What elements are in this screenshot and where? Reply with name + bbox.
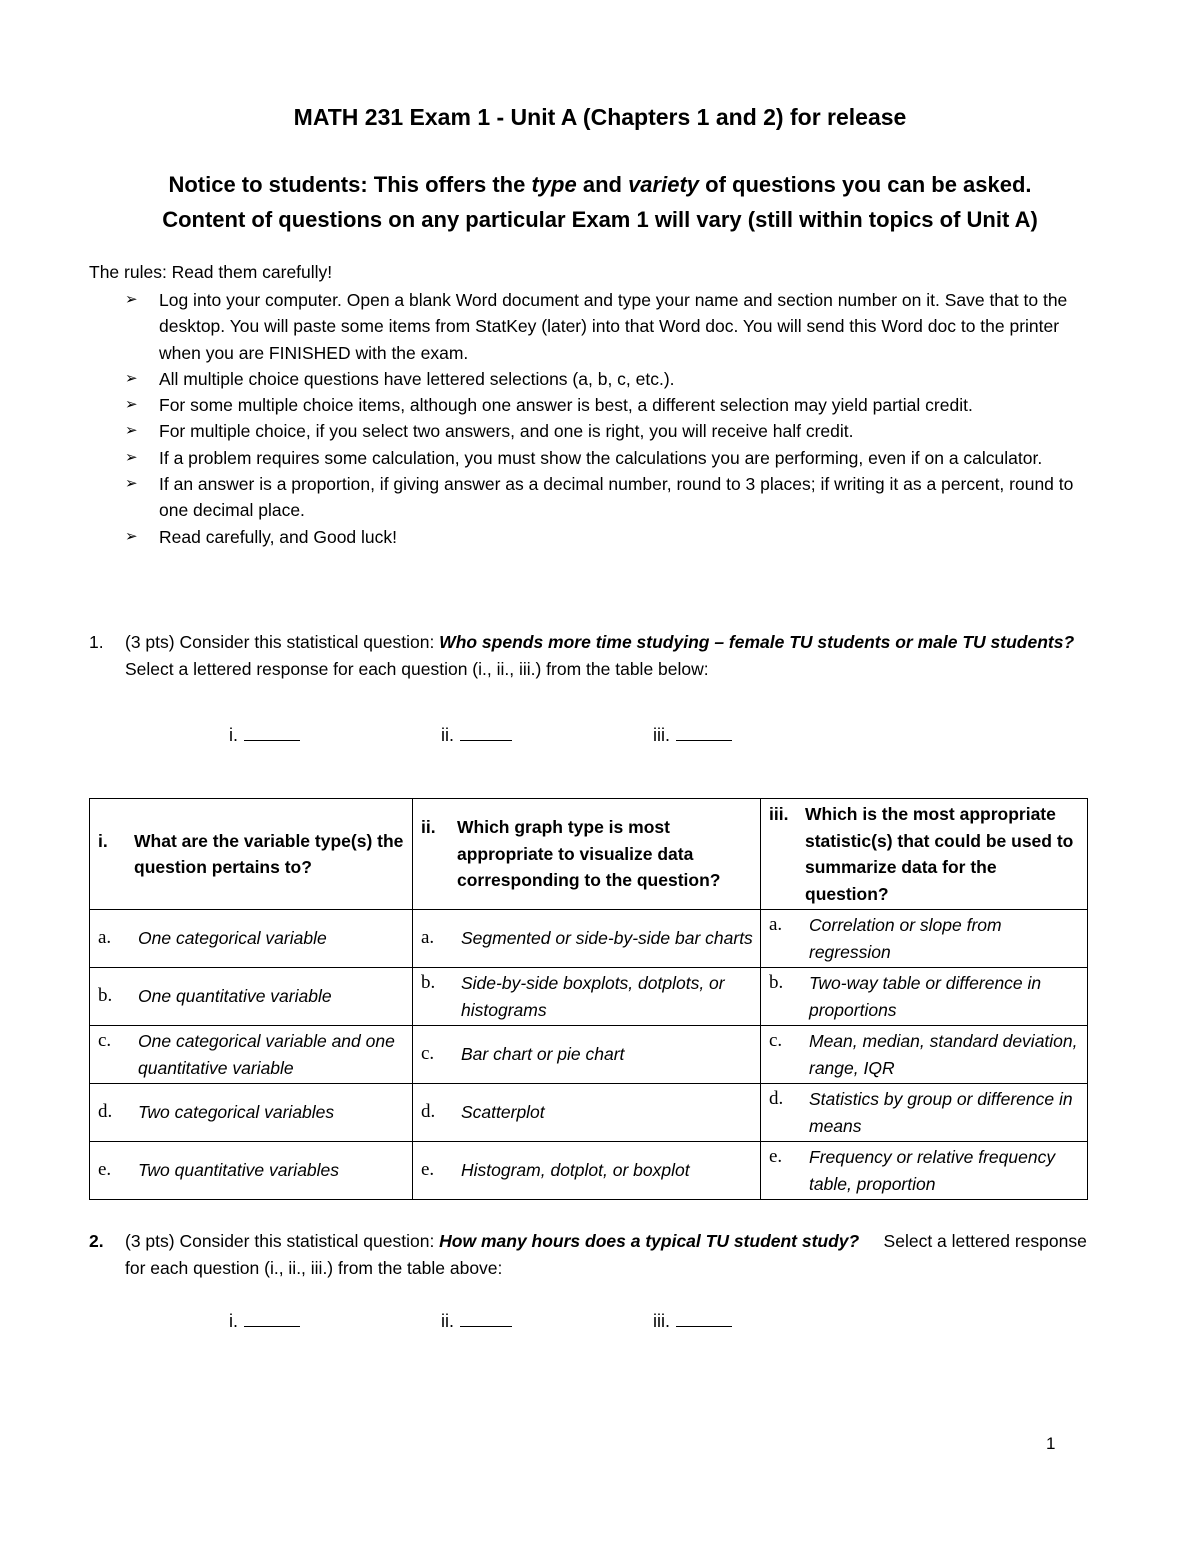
choice-text: Correlation or slope from regression [809, 915, 1002, 962]
header-label: iii. [769, 804, 789, 824]
header-text: Which is the most appropriate statistic(s) that could be used to summarize data for the question? [805, 804, 1074, 904]
arrow-bullet-icon: ➢ [125, 369, 138, 387]
choice-letter: b. [421, 972, 436, 993]
table-header-cell [413, 799, 761, 910]
rule-text: Read carefully, and Good luck! [159, 526, 398, 547]
rule-item [125, 366, 1095, 392]
question-1-suffix: Select a lettered response for each question (i., ii., iii.) from the table below: [125, 659, 709, 679]
table-cell [413, 910, 761, 968]
rule-text: If an answer is a proportion, if giving answer as a decimal number, round to 3 places; if writing it as a percent, round to one decimal place. [159, 474, 1074, 521]
arrow-bullet-icon: ➢ [125, 527, 138, 545]
blank-line[interactable] [244, 1310, 300, 1327]
choice-text: Statistics by group or difference in means [809, 1089, 1073, 1136]
question-1-statistical-question: Who spends more time studying – female TU students or male TU students? [439, 632, 1075, 652]
blank-label: i. [229, 725, 238, 745]
table-header-row [90, 799, 1088, 910]
answer-blank-i[interactable] [229, 724, 300, 746]
choice-letter: c. [421, 1043, 435, 1065]
table-cell [90, 1026, 413, 1084]
rule-item [125, 445, 1095, 471]
blank-line[interactable] [244, 724, 300, 741]
answer-blank-ii[interactable] [441, 724, 512, 746]
choice-text: Two quantitative variables [138, 1160, 340, 1181]
notice-mid: and [576, 172, 629, 197]
table-cell [90, 910, 413, 968]
notice-line-1 [0, 172, 1200, 198]
table-cell [761, 1142, 1088, 1200]
blank-line[interactable] [460, 724, 512, 741]
table-cell [413, 1084, 761, 1142]
notice-type-word: type [531, 172, 577, 197]
table-cell [761, 968, 1088, 1026]
table-header-cell [761, 799, 1088, 910]
choice-letter: e. [98, 1159, 112, 1181]
choice-letter: d. [421, 1101, 436, 1123]
choice-letter: c. [98, 1030, 112, 1051]
choice-text: Segmented or side-by-side bar charts [461, 928, 753, 949]
question-1-number: 1. [89, 632, 104, 652]
rule-text: For some multiple choice items, although one answer is best, a different selection may yield partial credit. [159, 395, 973, 416]
table-row [90, 1026, 1088, 1084]
rule-item [125, 418, 1095, 444]
choice-text: Frequency or relative frequency table, proportion [809, 1147, 1056, 1194]
blank-line[interactable] [460, 1310, 512, 1327]
table-row [90, 1084, 1088, 1142]
blank-label: ii. [441, 1311, 454, 1331]
table-row [90, 968, 1088, 1026]
question-2-number: 2. [89, 1231, 104, 1251]
table-row [90, 1142, 1088, 1200]
answer-blank-i[interactable] [229, 1310, 300, 1332]
choice-letter: b. [98, 985, 113, 1007]
table-cell [90, 1142, 413, 1200]
table-cell [761, 1084, 1088, 1142]
rules-list [125, 287, 1095, 550]
choice-text: One categorical variable [138, 928, 327, 949]
arrow-bullet-icon: ➢ [125, 475, 138, 493]
choice-letter: e. [421, 1159, 435, 1181]
question-2 [89, 1228, 1092, 1282]
rules-heading: The rules: Read them carefully! [89, 262, 333, 282]
arrow-bullet-icon: ➢ [125, 448, 138, 466]
choice-text: Two categorical variables [138, 1102, 335, 1123]
table-row [90, 910, 1088, 968]
blank-label: iii. [653, 725, 670, 745]
rule-text: Log into your computer. Open a blank Word document and type your name and section number on it. Save that to the desktop. You will paste some items from StatKey (later) into that Word doc. You will send this Word doc to the printer when you are FINISHED with the exam. [159, 290, 1068, 363]
choice-letter: c. [769, 1030, 783, 1051]
answer-blank-iii[interactable] [653, 1310, 732, 1332]
table-header-cell [90, 799, 413, 910]
answer-blank-ii[interactable] [441, 1310, 512, 1332]
blank-label: i. [229, 1311, 238, 1331]
blank-line[interactable] [676, 724, 732, 741]
arrow-bullet-icon: ➢ [125, 396, 138, 414]
arrow-bullet-icon: ➢ [125, 422, 138, 440]
table-cell [413, 1026, 761, 1084]
rule-item [125, 471, 1095, 524]
table-cell [761, 1026, 1088, 1084]
table-cell [761, 910, 1088, 968]
rule-text: For multiple choice, if you select two answers, and one is right, you will receive half credit. [159, 421, 854, 442]
choice-letter: a. [98, 927, 112, 949]
header-text: What are the variable type(s) the question pertains to? [134, 830, 404, 877]
choice-letter: d. [98, 1101, 113, 1123]
question-1 [89, 629, 1089, 683]
choice-letter: a. [769, 914, 783, 935]
choice-text: Mean, median, standard deviation, range, IQR [809, 1031, 1078, 1078]
rule-item [125, 287, 1095, 366]
choice-letter: e. [769, 1146, 783, 1167]
blank-line[interactable] [676, 1310, 732, 1327]
exam-title: MATH 231 Exam 1 - Unit A (Chapters 1 and 2) for release [293, 104, 907, 130]
choice-text: Histogram, dotplot, or boxplot [461, 1160, 690, 1181]
notice-prefix: Notice to students: This offers the [168, 172, 532, 197]
header-label: i. [98, 830, 108, 851]
choice-letter: a. [421, 927, 435, 949]
choice-text: Side-by-side boxplots, dotplots, or histograms [461, 973, 725, 1020]
rule-text: All multiple choice questions have lettered selections (a, b, c, etc.). [159, 368, 675, 389]
rule-item [125, 392, 1095, 418]
table-cell [90, 968, 413, 1026]
choice-text: Two-way table or difference in proportions [809, 973, 1042, 1020]
answer-blank-iii[interactable] [653, 724, 732, 746]
question-2-suffix: Select a lettered response for each question (i., ii., iii.) from the table above: [125, 1231, 1092, 1278]
question-2-prefix: (3 pts) Consider this statistical question: [125, 1231, 440, 1251]
choice-letter: b. [769, 972, 784, 993]
table-cell [413, 1142, 761, 1200]
blank-label: ii. [441, 725, 454, 745]
choice-text: Bar chart or pie chart [461, 1044, 625, 1065]
rule-item [125, 524, 1095, 550]
notice-line-2: Content of questions on any particular Exam 1 will vary (still within topics of Unit A) [162, 207, 1038, 232]
choice-text: One categorical variable and one quantitative variable [138, 1031, 395, 1078]
arrow-bullet-icon: ➢ [125, 291, 138, 308]
notice-suffix: of questions you can be asked. [699, 172, 1032, 197]
question-1-prefix: (3 pts) Consider this statistical question: [125, 632, 440, 652]
header-label: ii. [421, 817, 436, 838]
table-cell [90, 1084, 413, 1142]
answer-choices-table [89, 798, 1088, 1200]
rule-text: If a problem requires some calculation, you must show the calculations you are performing, even if on a calculator. [159, 447, 1043, 468]
choice-letter: d. [769, 1088, 784, 1109]
choice-text: Scatterplot [461, 1102, 545, 1123]
blank-label: iii. [653, 1311, 670, 1331]
header-text: Which graph type is most appropriate to visualize data corresponding to the question? [457, 817, 721, 891]
question-2-statistical-question: How many hours does a typical TU student study? [439, 1231, 860, 1251]
notice-variety-word: variety [628, 172, 700, 197]
table-cell [413, 968, 761, 1026]
choice-text: One quantitative variable [138, 986, 332, 1007]
page-number: 1 [1046, 1434, 1056, 1453]
